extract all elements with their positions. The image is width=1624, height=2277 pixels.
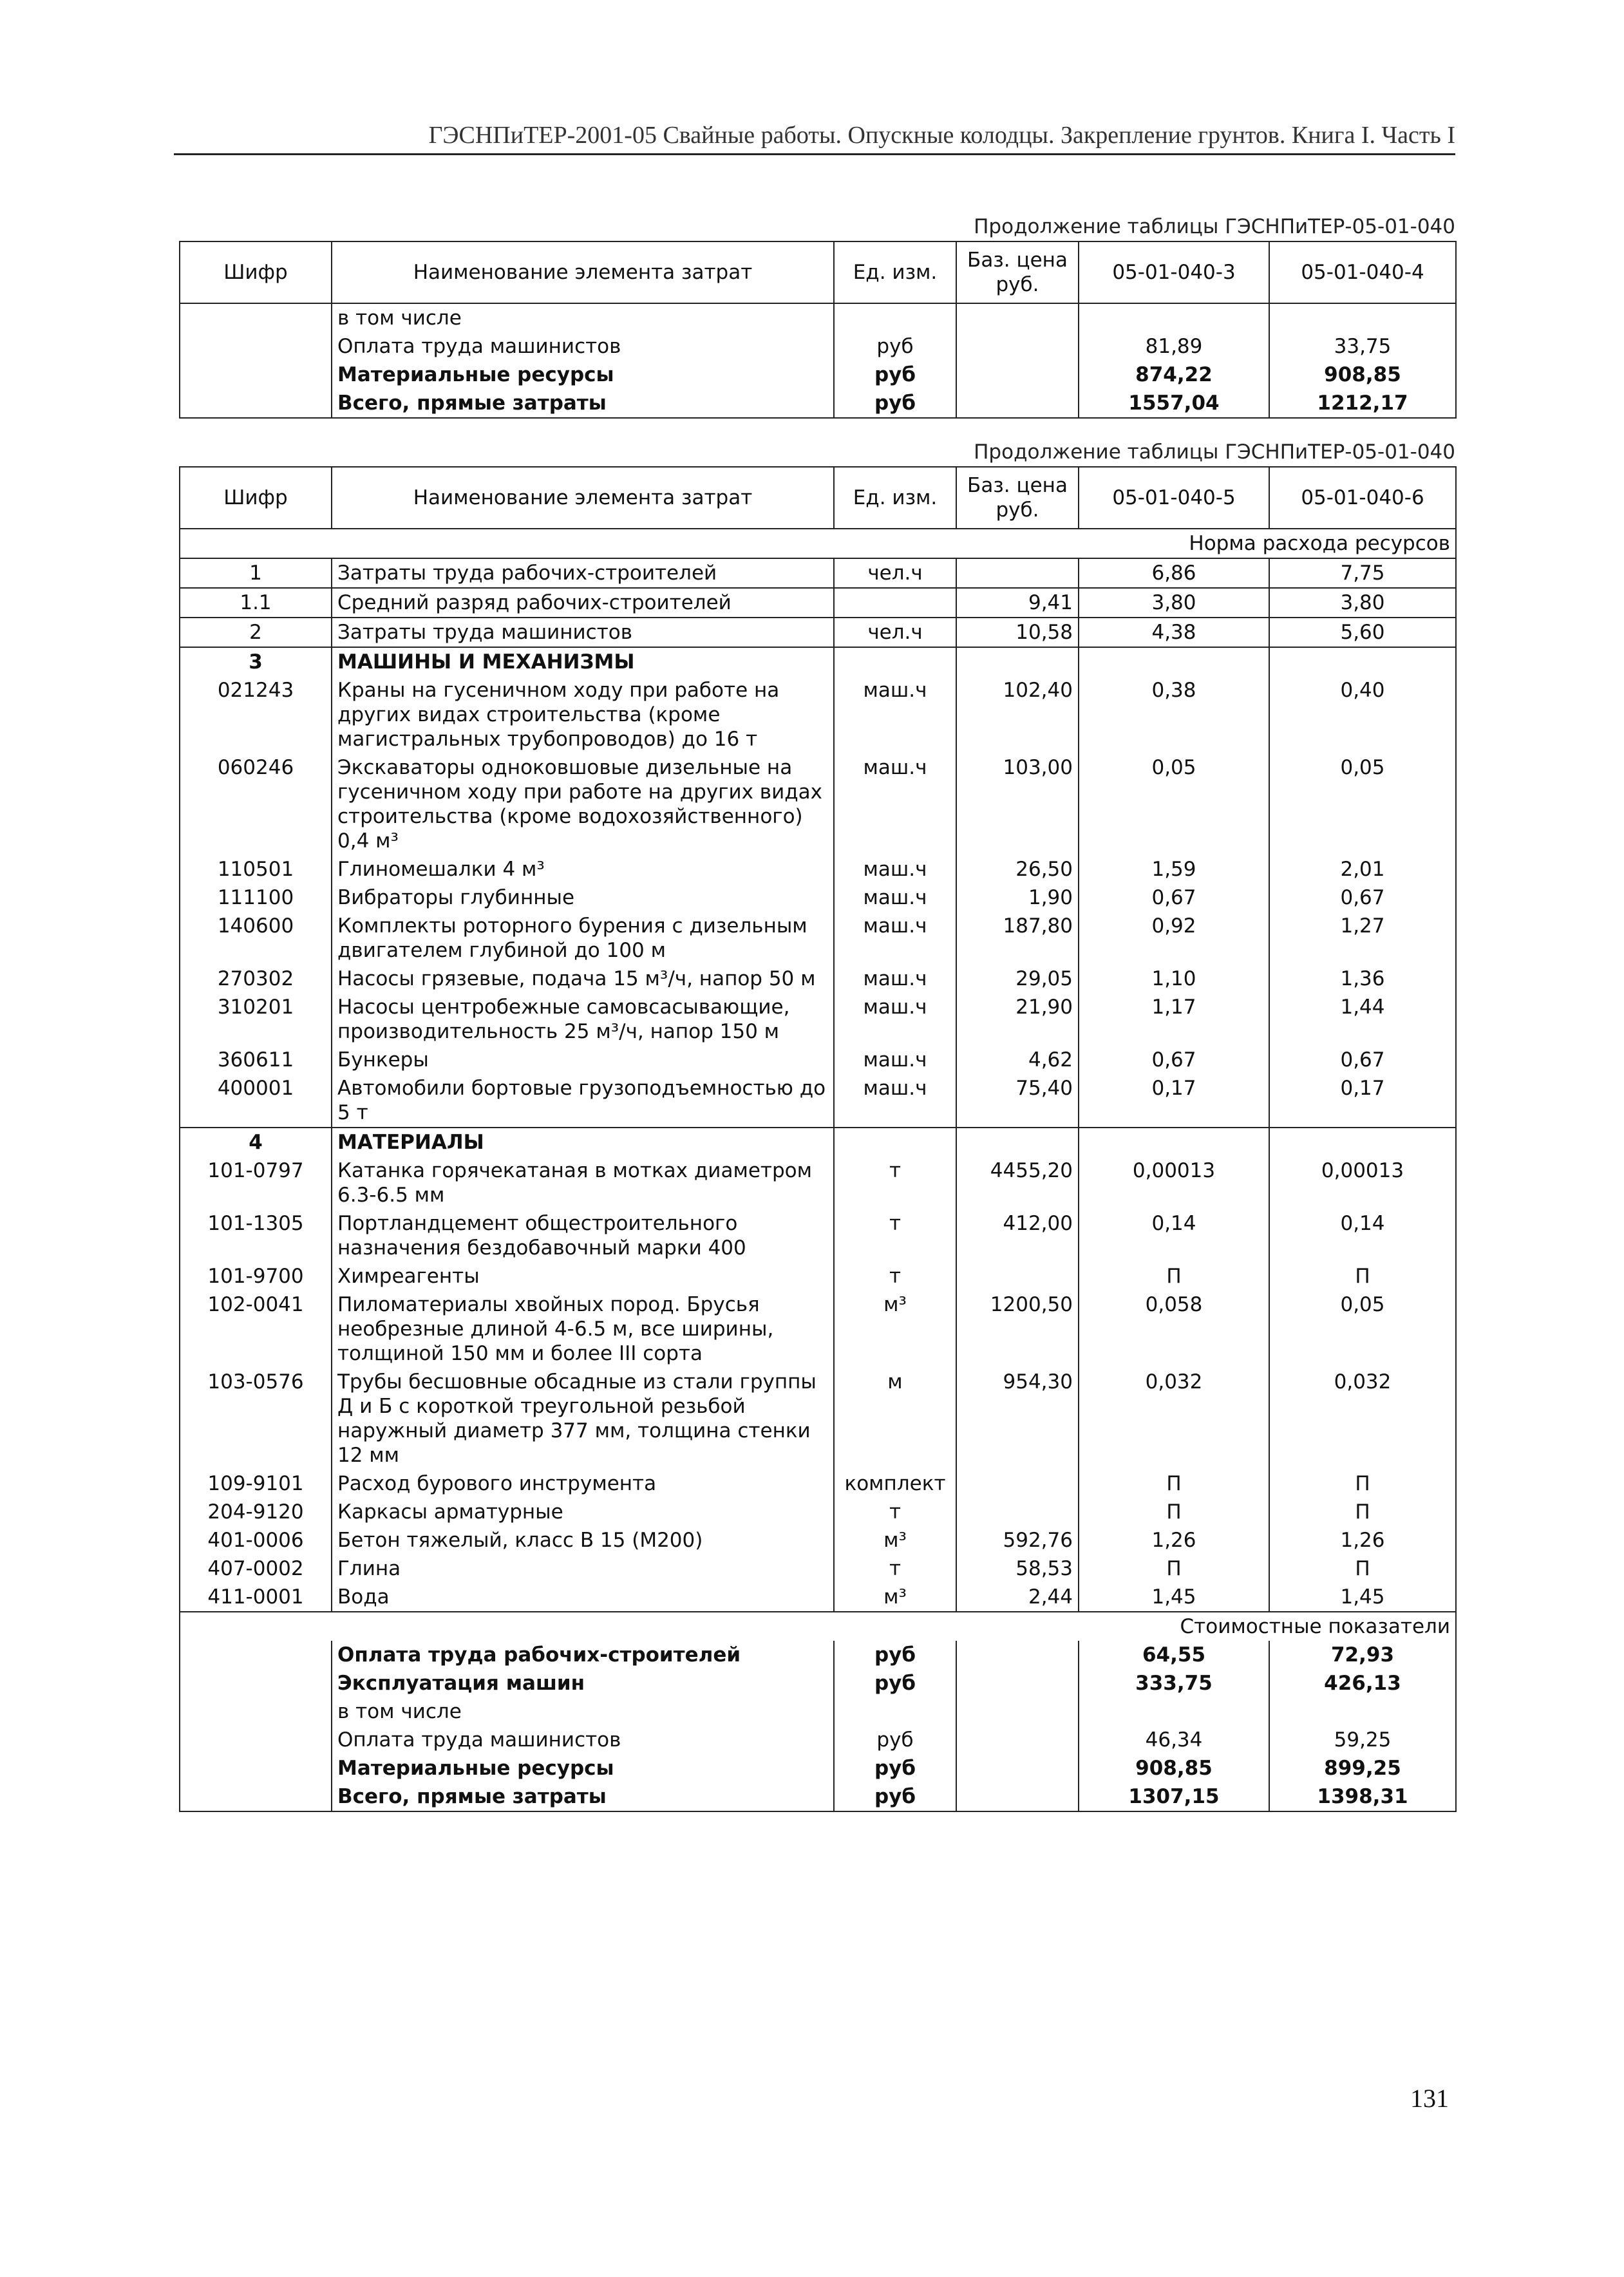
code-cell [180, 303, 332, 332]
col-code-header: Шифр [180, 241, 332, 303]
code-cell [180, 332, 332, 361]
unit-cell: маш.ч [834, 753, 956, 855]
value-b-cell: 0,00013 [1321, 1159, 1404, 1182]
unit-cell [834, 588, 956, 618]
name-cell: Всего, прямые затраты [332, 389, 834, 418]
table-row [180, 993, 1456, 1046]
table-row [180, 1262, 1456, 1290]
name-cell: Затраты труда рабочих-строителей [332, 558, 834, 588]
value-b-cell [1269, 303, 1456, 332]
value-b-cell: 3,80 [1269, 588, 1456, 618]
price-cell: 2,44 [956, 1583, 1079, 1612]
unit-cell: маш.ч [834, 965, 956, 993]
code-cell: 411-0001 [180, 1583, 332, 1612]
value-a-cell: 0,14 [1079, 1209, 1269, 1262]
unit-cell: м [834, 1368, 956, 1469]
value-a-cell [1079, 1128, 1269, 1157]
price-cell: 1,90 [956, 883, 1079, 912]
unit-cell: маш.ч [834, 993, 956, 1046]
unit-cell: чел.ч [834, 558, 956, 588]
value-a-cell: 0,67 [1079, 1046, 1269, 1074]
price-cell: 1200,50 [956, 1290, 1079, 1368]
table-row [180, 912, 1456, 965]
value-b-cell: 7,75 [1269, 558, 1456, 588]
value-a-cell: 81,89 [1079, 332, 1269, 361]
value-b-cell: 1,26 [1340, 1529, 1385, 1552]
table-row [180, 1290, 1456, 1368]
unit-cell: руб [834, 361, 956, 389]
total-row [180, 1726, 1456, 1754]
price-cell [956, 361, 1079, 389]
unit-cell: руб [834, 332, 956, 361]
running-title: ГЭСНПиТЕР-2001-05 Свайные работы. Опускные колодцы. Закрепление грунтов. Книга I. Часть I [428, 122, 1455, 149]
code-cell: 021243 [180, 676, 332, 753]
price-cell [956, 1697, 1079, 1726]
name-cell: Краны на гусеничном ходу при работе на других видах строительства (кроме магистральных трубопроводов) до 16 т [332, 676, 834, 753]
table-row [180, 1128, 1456, 1157]
price-cell: 954,30 [956, 1368, 1079, 1469]
name-cell: Портландцемент общестроительного назначения бездобавочный марки 400 [332, 1209, 834, 1262]
name-cell: Глина [332, 1554, 834, 1583]
code-cell [180, 1726, 332, 1754]
code-cell: 2 [180, 618, 332, 647]
value-b-cell: 0,67 [1340, 1048, 1385, 1072]
table-row [180, 389, 1456, 418]
name-cell: Каркасы арматурные [332, 1498, 834, 1526]
name-cell: МАШИНЫ И МЕХАНИЗМЫ [332, 647, 834, 676]
code-cell: 109-9101 [180, 1469, 332, 1498]
value-a-cell: 46,34 [1079, 1726, 1269, 1754]
unit-cell: маш.ч [834, 1074, 956, 1128]
value-b-cell: 0,05 [1340, 1293, 1385, 1316]
table-row [180, 558, 1456, 588]
unit-cell: руб [834, 389, 956, 418]
total-row [180, 1754, 1456, 1782]
col-name-header: Наименование элемента затрат [332, 241, 834, 303]
code-cell: 140600 [180, 912, 332, 965]
value-a-cell: П [1079, 1498, 1269, 1526]
code-cell: 3 [180, 647, 332, 676]
norm-section-row [180, 529, 1456, 558]
col-price-header: Баз. цена руб. [956, 467, 1079, 529]
code-cell: 204-9120 [180, 1498, 332, 1526]
table-row [180, 332, 1456, 361]
name-cell: Трубы бесшовные обсадные из стали группы Д и Б с короткой треугольной резьбой наружный диаметр 377 мм, толщина стенки 12 мм [332, 1368, 834, 1469]
value-a-cell: 1557,04 [1079, 389, 1269, 418]
value-b-cell: 0,05 [1340, 756, 1385, 779]
value-b-cell: 1,36 [1340, 967, 1385, 990]
code-cell [180, 1669, 332, 1697]
total-row [180, 1782, 1456, 1811]
value-b-cell: П [1355, 1500, 1370, 1524]
col-variant-b-header: 05-01-040-6 [1301, 486, 1424, 509]
code-cell: 103-0576 [180, 1368, 332, 1469]
name-cell: Вода [332, 1583, 834, 1612]
price-cell: 26,50 [956, 855, 1079, 883]
total-row [180, 1697, 1456, 1726]
unit-cell: т [834, 1262, 956, 1290]
table-row [180, 1046, 1456, 1074]
cost-table-1 [179, 241, 1457, 419]
value-b-cell: 0,67 [1340, 886, 1385, 909]
name-cell: Всего, прямые затраты [332, 1782, 834, 1811]
name-cell: Вибраторы глубинные [332, 883, 834, 912]
name-cell: Насосы центробежные самовсасывающие, производительность 25 м³/ч, напор 150 м [332, 993, 834, 1046]
code-cell [180, 361, 332, 389]
unit-cell: т [834, 1157, 956, 1209]
code-cell: 110501 [180, 855, 332, 883]
value-a-cell: 0,05 [1079, 753, 1269, 855]
col-unit-header: Ед. изм. [834, 241, 956, 303]
code-cell: 407-0002 [180, 1554, 332, 1583]
code-cell [180, 1782, 332, 1811]
header-rule [174, 153, 1455, 155]
table-row [180, 1469, 1456, 1498]
table-row [180, 1368, 1456, 1469]
name-cell: Эксплуатация машин [332, 1669, 834, 1697]
value-a-cell: 333,75 [1079, 1669, 1269, 1697]
code-cell: 102-0041 [180, 1290, 332, 1368]
table-row [180, 618, 1456, 647]
code-cell: 270302 [180, 965, 332, 993]
unit-cell [834, 1128, 956, 1157]
value-a-cell: 0,38 [1079, 676, 1269, 753]
price-cell: 29,05 [956, 965, 1079, 993]
value-b-cell: 0,032 [1334, 1370, 1392, 1394]
price-cell [956, 332, 1079, 361]
cost-section-row [180, 1612, 1456, 1641]
price-cell: 58,53 [956, 1554, 1079, 1583]
table-row [180, 883, 1456, 912]
value-a-cell: П [1079, 1554, 1269, 1583]
price-cell [956, 558, 1079, 588]
name-cell: Средний разряд рабочих-строителей [332, 588, 834, 618]
value-b-cell: 72,93 [1330, 1643, 1395, 1667]
table-row [180, 855, 1456, 883]
value-b-cell: 899,25 [1324, 1757, 1401, 1780]
value-b-cell: 908,85 [1324, 363, 1401, 386]
code-cell: 101-0797 [180, 1157, 332, 1209]
value-a-cell: 64,55 [1079, 1641, 1269, 1669]
value-b-cell: 2,01 [1340, 858, 1385, 881]
unit-cell: чел.ч [834, 618, 956, 647]
unit-cell: т [834, 1498, 956, 1526]
code-cell [180, 1697, 332, 1726]
value-b-cell: 1,27 [1340, 914, 1385, 938]
name-cell: Оплата труда машинистов [332, 332, 834, 361]
price-cell: 4455,20 [956, 1157, 1079, 1209]
price-cell: 187,80 [956, 912, 1079, 965]
name-cell: Бункеры [332, 1046, 834, 1074]
value-b-cell: 426,13 [1324, 1672, 1401, 1695]
col-code-header: Шифр [180, 467, 332, 529]
table2-header-row [180, 467, 1456, 529]
value-a-cell: 3,80 [1079, 588, 1269, 618]
value-b-cell: 0,40 [1340, 679, 1385, 702]
price-cell [956, 1726, 1079, 1754]
table-row [180, 1526, 1456, 1554]
table-row [180, 647, 1456, 676]
code-cell: 101-9700 [180, 1262, 332, 1290]
name-cell: Оплата труда машинистов [332, 1726, 834, 1754]
name-cell: Материальные ресурсы [332, 361, 834, 389]
col-variant-b-header: 05-01-040-4 [1301, 261, 1424, 284]
name-cell: Химреагенты [332, 1262, 834, 1290]
price-cell: 75,40 [956, 1074, 1079, 1128]
name-cell: в том числе [332, 1697, 834, 1726]
value-a-cell: 1,59 [1079, 855, 1269, 883]
value-b-cell: П [1355, 1265, 1370, 1288]
price-cell: 9,41 [956, 588, 1079, 618]
value-b-cell: 1,45 [1340, 1585, 1385, 1609]
value-a-cell: 1,26 [1079, 1526, 1269, 1554]
value-b-cell: П [1355, 1557, 1370, 1580]
value-a-cell: 874,22 [1079, 361, 1269, 389]
value-b-cell: 59,25 [1334, 1728, 1392, 1752]
cost-label: Стоимостные показатели [180, 1612, 1456, 1641]
unit-cell: маш.ч [834, 1046, 956, 1074]
code-cell: 1 [180, 558, 332, 588]
price-cell [956, 1754, 1079, 1782]
col-variant-a-header: 05-01-040-5 [1079, 467, 1269, 529]
code-cell: 400001 [180, 1074, 332, 1128]
unit-cell: м³ [834, 1583, 956, 1612]
table-row [180, 1209, 1456, 1262]
value-a-cell: 4,38 [1079, 618, 1269, 647]
value-a-cell: 1,45 [1079, 1583, 1269, 1612]
name-cell: Комплекты роторного бурения с дизельным двигателем глубиной до 100 м [332, 912, 834, 965]
code-cell: 1.1 [180, 588, 332, 618]
price-cell [956, 1669, 1079, 1697]
value-b-cell: 1398,31 [1317, 1785, 1408, 1808]
name-cell: Пиломатериалы хвойных пород. Брусья необрезные длиной 4-6.5 м, все ширины, толщиной 150 мм и более III сорта [332, 1290, 834, 1368]
code-cell [180, 1641, 332, 1669]
price-cell: 21,90 [956, 993, 1079, 1046]
code-cell [180, 389, 332, 418]
value-b-cell: 5,60 [1269, 618, 1456, 647]
name-cell: Катанка горячекатаная в мотках диаметром 6.3-6.5 мм [332, 1157, 834, 1209]
col-variant-a-header: 05-01-040-3 [1079, 241, 1269, 303]
value-a-cell [1079, 303, 1269, 332]
name-cell: Затраты труда машинистов [332, 618, 834, 647]
price-cell [956, 647, 1079, 676]
table-row [180, 303, 1456, 332]
value-b-cell [1269, 647, 1456, 676]
unit-cell: руб [834, 1782, 956, 1811]
price-cell [956, 389, 1079, 418]
price-cell: 4,62 [956, 1046, 1079, 1074]
value-a-cell: 6,86 [1079, 558, 1269, 588]
unit-cell: маш.ч [834, 912, 956, 965]
unit-cell: комплект [834, 1469, 956, 1498]
code-cell: 060246 [180, 753, 332, 855]
unit-cell: руб [834, 1754, 956, 1782]
code-cell [180, 1754, 332, 1782]
table-row [180, 1498, 1456, 1526]
value-b-cell: 33,75 [1334, 335, 1392, 358]
unit-cell: м³ [834, 1290, 956, 1368]
col-unit-header: Ед. изм. [834, 467, 956, 529]
price-cell [956, 1469, 1079, 1498]
price-cell [956, 1262, 1079, 1290]
value-b-cell: 1212,17 [1317, 392, 1408, 415]
unit-cell: т [834, 1554, 956, 1583]
table-row [180, 1583, 1456, 1612]
table-row [180, 965, 1456, 993]
table-row [180, 753, 1456, 855]
name-cell: в том числе [332, 303, 834, 332]
table-row [180, 1157, 1456, 1209]
unit-cell [834, 303, 956, 332]
price-cell: 412,00 [956, 1209, 1079, 1262]
value-a-cell: П [1079, 1469, 1269, 1498]
table-row [180, 1554, 1456, 1583]
price-cell [956, 1498, 1079, 1526]
value-a-cell: 0,032 [1079, 1368, 1269, 1469]
value-a-cell: 0,00013 [1079, 1157, 1269, 1209]
col-price-header: Баз. цена руб. [956, 241, 1079, 303]
value-a-cell: 1,10 [1079, 965, 1269, 993]
name-cell: Экскаваторы одноковшовые дизельные на гусеничном ходу при работе на других видах строительства (кроме водохозяйственного) 0,4 м³ [332, 753, 834, 855]
value-b-cell: 0,17 [1340, 1077, 1385, 1100]
unit-cell: м³ [834, 1526, 956, 1554]
name-cell: Расход бурового инструмента [332, 1469, 834, 1498]
value-b-cell [1269, 1697, 1456, 1726]
value-a-cell: 0,058 [1079, 1290, 1269, 1368]
table-row [180, 361, 1456, 389]
name-cell: Глиномешалки 4 м³ [332, 855, 834, 883]
unit-cell [834, 647, 956, 676]
value-a-cell [1079, 1697, 1269, 1726]
unit-cell: руб [834, 1726, 956, 1754]
page-number: 131 [1410, 2084, 1449, 2113]
table-row [180, 1074, 1456, 1128]
name-cell: МАТЕРИАЛЫ [332, 1128, 834, 1157]
unit-cell: руб [834, 1641, 956, 1669]
name-cell: Бетон тяжелый, класс В 15 (М200) [332, 1526, 834, 1554]
name-cell: Материальные ресурсы [332, 1754, 834, 1782]
price-cell [956, 1128, 1079, 1157]
unit-cell: маш.ч [834, 676, 956, 753]
table1-header-row [180, 241, 1456, 303]
value-a-cell: 0,92 [1079, 912, 1269, 965]
col-name-header: Наименование элемента затрат [332, 467, 834, 529]
price-cell [956, 1641, 1079, 1669]
code-cell: 310201 [180, 993, 332, 1046]
code-cell: 4 [180, 1128, 332, 1157]
total-row [180, 1669, 1456, 1697]
table1-caption: Продолжение таблицы ГЭСНПиТЕР-05-01-040 [974, 215, 1455, 238]
value-a-cell: 1,17 [1079, 993, 1269, 1046]
name-cell: Насосы грязевые, подача 15 м³/ч, напор 50 м [332, 965, 834, 993]
value-b-cell: 0,14 [1340, 1212, 1385, 1235]
cost-table-2 [179, 466, 1457, 1812]
unit-cell: т [834, 1209, 956, 1262]
price-cell: 102,40 [956, 676, 1079, 753]
code-cell: 401-0006 [180, 1526, 332, 1554]
code-cell: 101-1305 [180, 1209, 332, 1262]
name-cell: Автомобили бортовые грузоподъемностью до 5 т [332, 1074, 834, 1128]
price-cell [956, 303, 1079, 332]
value-a-cell: 0,17 [1079, 1074, 1269, 1128]
unit-cell: маш.ч [834, 855, 956, 883]
table2-caption: Продолжение таблицы ГЭСНПиТЕР-05-01-040 [974, 440, 1455, 464]
table-row [180, 588, 1456, 618]
value-b-cell: П [1355, 1472, 1370, 1495]
value-b-cell: 1,44 [1340, 996, 1385, 1019]
unit-cell [834, 1697, 956, 1726]
unit-cell: маш.ч [834, 883, 956, 912]
value-a-cell: 1307,15 [1079, 1782, 1269, 1811]
name-cell: Оплата труда рабочих-строителей [332, 1641, 834, 1669]
value-a-cell: П [1079, 1262, 1269, 1290]
code-cell: 360611 [180, 1046, 332, 1074]
price-cell: 103,00 [956, 753, 1079, 855]
value-b-cell [1269, 1128, 1456, 1157]
price-cell: 10,58 [956, 618, 1079, 647]
norm-label: Норма расхода ресурсов [180, 529, 1456, 558]
table-row [180, 676, 1456, 753]
unit-cell: руб [834, 1669, 956, 1697]
value-a-cell: 0,67 [1079, 883, 1269, 912]
price-cell: 592,76 [956, 1526, 1079, 1554]
total-row [180, 1641, 1456, 1669]
code-cell: 111100 [180, 883, 332, 912]
value-a-cell [1079, 647, 1269, 676]
price-cell [956, 1782, 1079, 1811]
value-a-cell: 908,85 [1079, 1754, 1269, 1782]
